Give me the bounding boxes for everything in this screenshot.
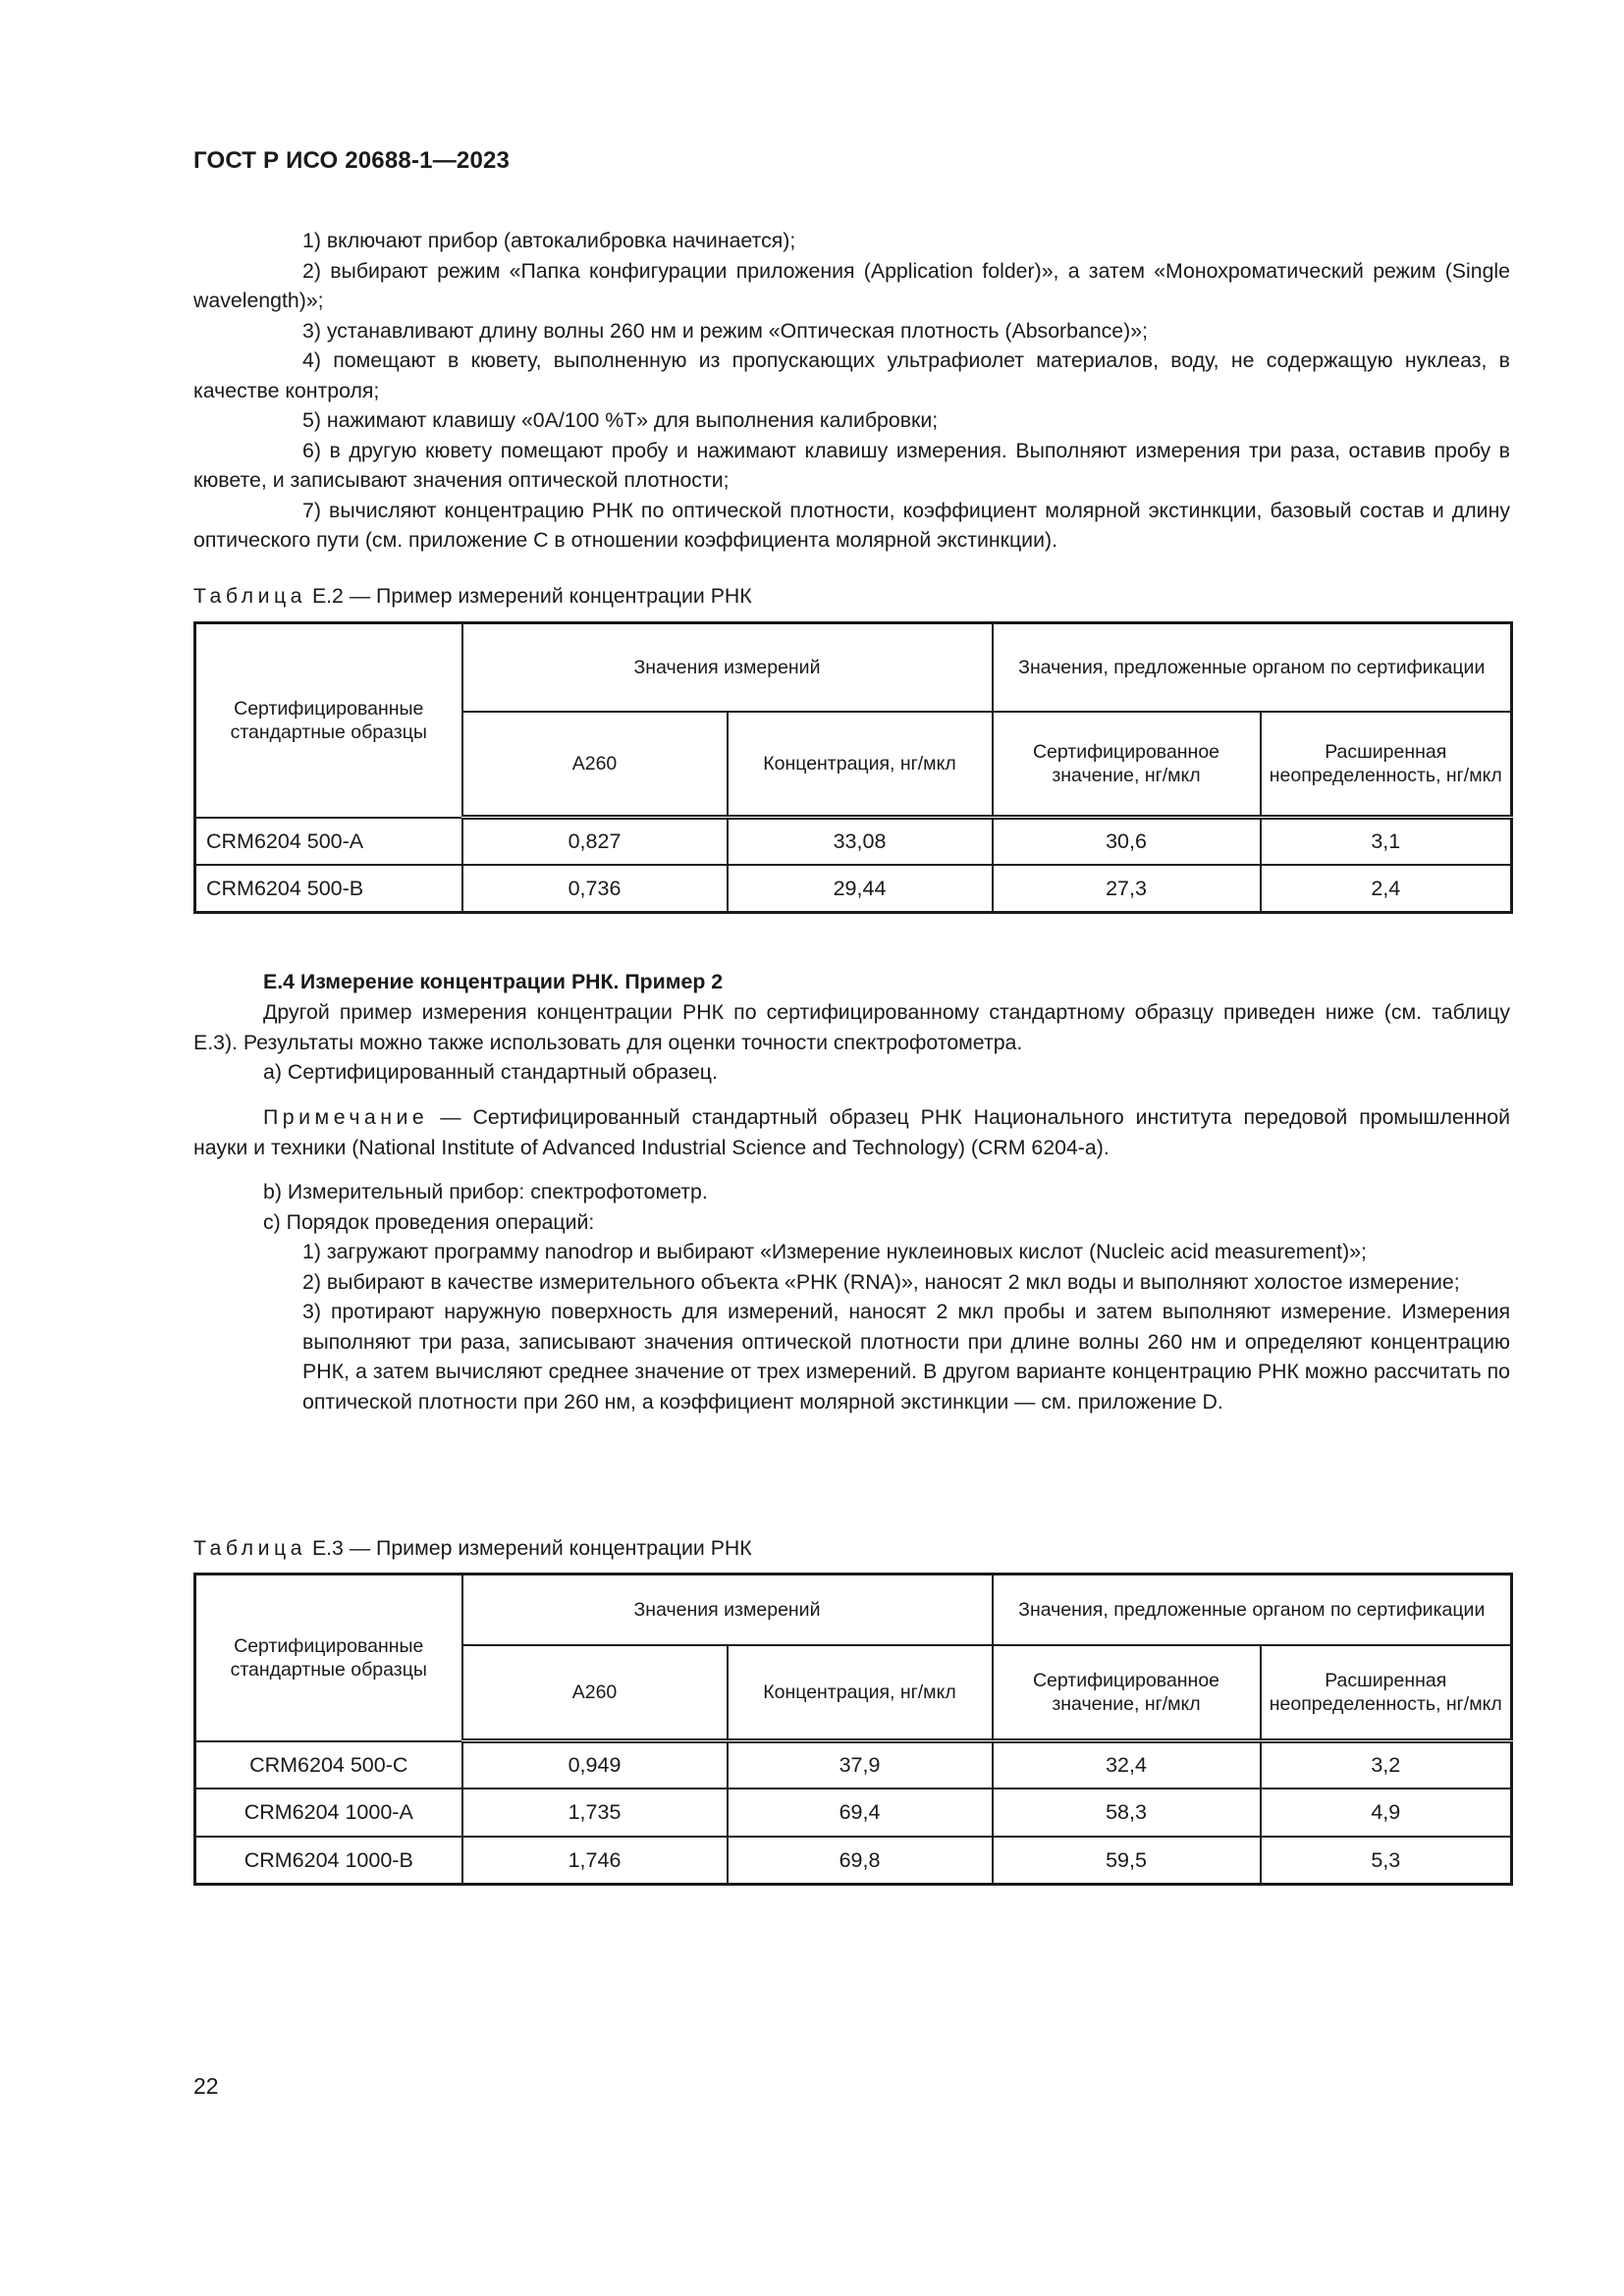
table-e3 (193, 1573, 1513, 1886)
table-e2-header-certified: Значения, предложенные органом по сертификации (993, 623, 1512, 712)
cell-a260: 1,735 (462, 1789, 728, 1837)
section-e4-heading: Е.4 Измерение концентрации РНК. Пример 2 (263, 970, 724, 993)
table-e3-caption-label: Таблица (193, 1536, 307, 1560)
cell-conc: 37,9 (728, 1741, 993, 1789)
table-e3-caption (193, 1533, 752, 1563)
table-e3-header-certified: Значения, предложенные органом по сертификации (993, 1575, 1512, 1645)
cell-sample: CRM6204 1000-B (195, 1837, 462, 1885)
cell-cert: 32,4 (993, 1741, 1261, 1789)
e4-step-3: 3) протирают наружную поверхность для измерений, наносят 2 мкл пробы и затем выполняют измерение. Измерения выполняют три раза, записывают значения оптической плотности при длине волны 260 нм и определяют концентрацию РНК, а затем вычисляют среднее значение от трех измерений. В другом варианте концентрацию РНК можно рассчитать по оптической плотности при 260 нм, а коэффициент молярной экстинкции — см. приложение D. (302, 1300, 1510, 1414)
step-7: 7) вычисляют концентрацию РНК по оптической плотности, коэффициент молярной экстинкции, базовый состав и длину оптического пути (см. приложение С в отношении коэффициента молярной экстинкции). (193, 498, 1510, 552)
table-e2-header-unc: Расширенная неопределенность, нг/мкл (1261, 712, 1512, 818)
page-number: 22 (193, 2073, 219, 2099)
cell-conc: 69,4 (728, 1789, 993, 1837)
cell-sample: CRM6204 500-A (195, 818, 462, 865)
cell-cert: 30,6 (993, 818, 1261, 865)
table-e3-header-conc: Концентрация, нг/мкл (728, 1645, 993, 1741)
cell-unc: 3,1 (1261, 818, 1512, 865)
cell-a260: 0,827 (462, 818, 728, 865)
procedure-steps (193, 226, 1510, 556)
cell-cert: 58,3 (993, 1789, 1261, 1837)
cell-conc: 69,8 (728, 1837, 993, 1885)
table-e2-caption-label: Таблица (193, 584, 307, 608)
table-row (195, 1837, 1512, 1885)
step-1: 1) включают прибор (автокалибровка начинается); (302, 229, 796, 252)
table-e3-header-unc: Расширенная неопределенность, нг/мкл (1261, 1645, 1512, 1741)
item-c: c) Порядок проведения операций: (263, 1210, 595, 1234)
cell-sample: CRM6204 500-C (195, 1741, 462, 1789)
table-e2-header-sample: Сертифицированные стандартные образцы (195, 623, 462, 818)
cell-cert: 27,3 (993, 865, 1261, 913)
table-e2-caption-text: Е.2 — Пример измерений концентрации РНК (311, 584, 752, 608)
table-e2 (193, 621, 1513, 914)
cell-unc: 2,4 (1261, 865, 1512, 913)
note-text: — Сертифицированный стандартный образец РНК Национального института передовой промышленной науки и техники (National Institute of Advanced Industrial Science and Technology) (CRM 6204-a). (193, 1105, 1510, 1159)
table-e2-header-a260: А260 (462, 712, 728, 818)
table-e2-caption (193, 581, 752, 611)
cell-unc: 4,9 (1261, 1789, 1512, 1837)
table-e3-header-measured: Значения измерений (462, 1575, 993, 1645)
item-b: b) Измерительный прибор: спектрофотометр. (263, 1180, 708, 1203)
table-e3-caption-text: Е.3 — Пример измерений концентрации РНК (311, 1536, 752, 1560)
note (193, 1102, 1510, 1162)
note-label: Примечание (263, 1105, 429, 1129)
table-e3-header-sample: Сертифицированные стандартные образцы (195, 1575, 462, 1741)
e4-step-2: 2) выбирают в качестве измерительного объекта «РНК (RNA)», наносят 2 мкл воды и выполняют холостое измерение; (302, 1269, 1460, 1294)
step-6: 6) в другую кювету помещают пробу и нажимают клавишу измерения. Выполняют измерения три раза, оставив пробу в кювете, и записывают значения оптической плотности; (193, 438, 1510, 492)
cell-sample: CRM6204 500-B (195, 865, 462, 913)
step-3: 3) устанавливают длину волны 260 нм и режим «Оптическая плотность (Absorbance)»; (302, 318, 1149, 343)
cell-a260: 0,736 (462, 865, 728, 913)
table-e2-header-cert: Сертифицированное значение, нг/мкл (993, 712, 1261, 818)
document-header: ГОСТ Р ИСО 20688-1—2023 (193, 147, 511, 174)
step-4: 4) помещают в кювету, выполненную из пропускающих ультрафиолет материалов, воду, не содержащую нуклеаз, в качестве контроля; (193, 348, 1510, 402)
table-e2-header-measured: Значения измерений (462, 623, 993, 712)
step-2: 2) выбирают режим «Папка конфигурации приложения (Application folder)», а затем «Монохроматический режим (Single wavelength)»; (193, 258, 1510, 312)
table-e3-header-a260: А260 (462, 1645, 728, 1741)
cell-sample: CRM6204 1000-A (195, 1789, 462, 1837)
item-a: а) Сертифицированный стандартный образец. (263, 1060, 718, 1084)
table-row (195, 818, 1512, 865)
table-row (195, 865, 1512, 913)
cell-unc: 5,3 (1261, 1837, 1512, 1885)
cell-cert: 59,5 (993, 1837, 1261, 1885)
cell-conc: 33,08 (728, 818, 993, 865)
procedure-steps-e4 (302, 1237, 1510, 1416)
cell-a260: 1,746 (462, 1837, 728, 1885)
cell-conc: 29,44 (728, 865, 993, 913)
table-row (195, 1741, 1512, 1789)
e4-step-1: 1) загружают программу nanodrop и выбирают «Измерение нуклеиновых кислот (Nucleic acid measurement)»; (302, 1240, 1367, 1263)
cell-unc: 3,2 (1261, 1741, 1512, 1789)
table-row (195, 1789, 1512, 1837)
cell-a260: 0,949 (462, 1741, 728, 1789)
table-e2-header-conc: Концентрация, нг/мкл (728, 712, 993, 818)
step-5: 5) нажимают клавишу «0A/100 %T» для выполнения калибровки; (302, 408, 939, 432)
section-e4-intro: Другой пример измерения концентрации РНК по сертифицированному стандартному образцу приведен ниже (см. таблицу Е.3). Результаты можно также использовать для оценки точности спектрофотометра. (193, 1000, 1510, 1054)
table-e3-header-cert: Сертифицированное значение, нг/мкл (993, 1645, 1261, 1741)
